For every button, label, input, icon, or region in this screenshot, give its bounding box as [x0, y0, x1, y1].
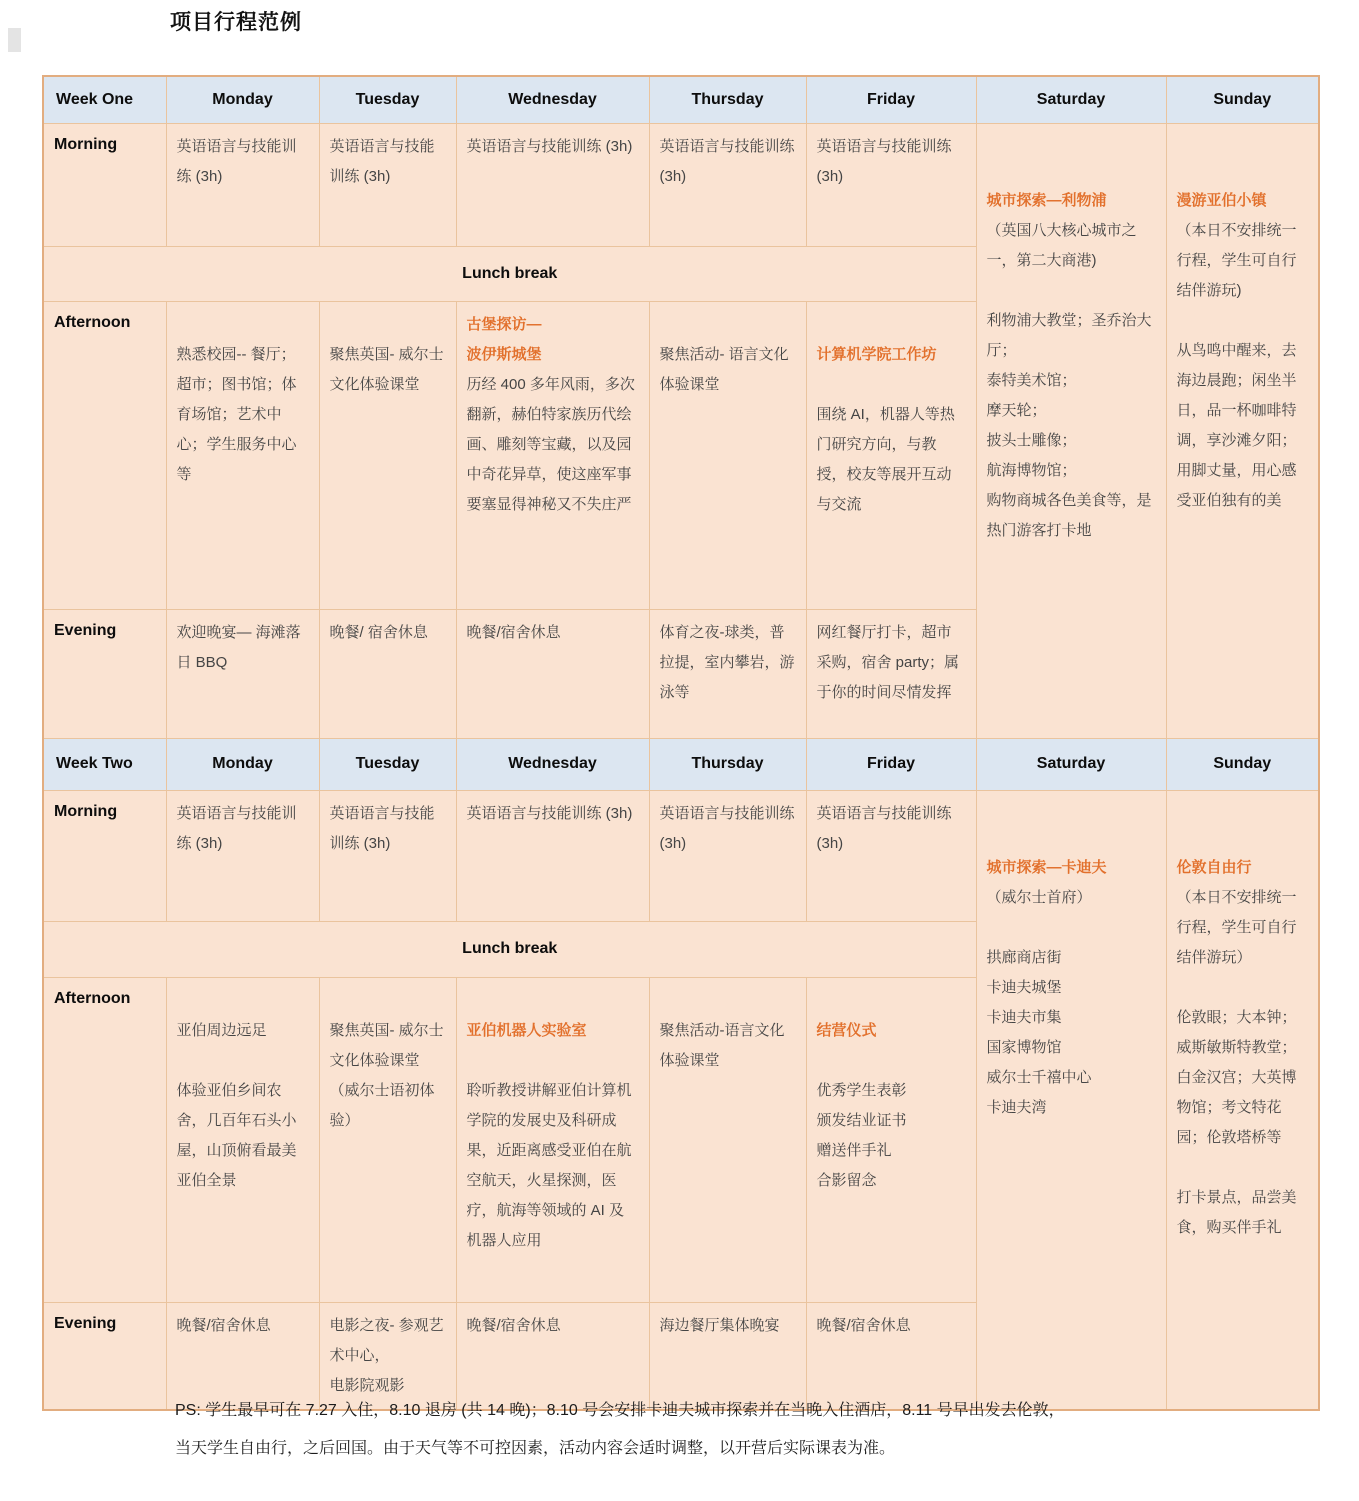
- activity-text: 从鸟鸣中醒来，去海边晨跑；闲坐半日，品一杯咖啡特调，享沙滩夕阳；用脚丈量，用心感受亚伯独有的美: [1176, 341, 1297, 509]
- week2-header-wednesday: Wednesday: [456, 738, 649, 790]
- week1-header-sunday: Sunday: [1166, 76, 1319, 123]
- activity-text: 英语语言与技能训练 (3h): [659, 137, 795, 185]
- page-title: 项目行程范例: [170, 11, 302, 34]
- activity-text: 晚餐/宿舍休息: [466, 623, 561, 641]
- activity-text: [467, 1046, 639, 1076]
- cell-week1-friday-morning: [806, 123, 976, 246]
- activity-text: 晚餐/ 宿舍休息: [329, 623, 428, 641]
- activity-text: 体验亚伯乡间农舍，几百年石头小屋，山顶俯看最美亚伯全景: [176, 1081, 297, 1189]
- activity-text: [987, 913, 1156, 943]
- activity-text: 亚伯周边远足: [176, 1021, 267, 1039]
- cell-week2-thursday-evening: [649, 1302, 806, 1410]
- activity-text: 电影之夜- 参观艺术中心，: [329, 1316, 444, 1364]
- activity-text: 网红餐厅打卡，超市采购，宿舍 party；属于你的时间尽情发挥: [816, 623, 960, 701]
- activity-text: 英语语言与技能训练 (3h): [176, 137, 297, 185]
- activity-text: 披头士雕像；: [986, 431, 1077, 449]
- week1-afternoon-label: Afternoon: [43, 301, 166, 609]
- activity-text: 航海博物馆；: [986, 461, 1077, 479]
- cell-week2-lunch-break: Lunch break: [43, 921, 976, 977]
- activity-text: （本日不安排统一行程，学生可自行结伴游玩）: [1176, 888, 1297, 966]
- activity-text: [330, 986, 446, 1016]
- activity-text: 英语语言与技能训练 (3h): [816, 804, 952, 852]
- cell-week1-tuesday-afternoon: [319, 301, 456, 609]
- activity-text: （英国八大核心城市之一，第二大商港): [986, 221, 1137, 269]
- week2-header-saturday: Saturday: [976, 738, 1166, 790]
- activity-title: 漫游亚伯小镇: [1176, 191, 1267, 209]
- activity-text: [1177, 1153, 1309, 1183]
- scan-artifact: [8, 28, 21, 52]
- week1-morning-row: [43, 123, 1319, 246]
- activity-text: 利物浦大教堂；圣乔治大厅；: [986, 311, 1152, 359]
- activity-text: 聚焦英国- 威尔士文化体验课堂: [329, 345, 444, 393]
- activity-text: 国家博物馆: [986, 1038, 1062, 1056]
- week1-header-friday: Friday: [806, 76, 976, 123]
- activity-title: 古堡探访—: [466, 315, 542, 333]
- activity-text: （本日不安排统一行程，学生可自行结伴游玩): [1176, 221, 1297, 299]
- activity-title: 城市探索—卡迪夫: [986, 858, 1107, 876]
- cell-week2-tuesday-afternoon: [319, 977, 456, 1302]
- activity-text: 购物商城各色美食等，是热门游客打卡地: [986, 491, 1152, 539]
- cell-week1-friday-evening: [806, 609, 976, 738]
- week1-header-saturday: Saturday: [976, 76, 1166, 123]
- cell-week2-monday-morning: [166, 790, 319, 921]
- activity-title: 伦敦自由行: [1176, 858, 1252, 876]
- cell-week1-monday-afternoon: [166, 301, 319, 609]
- footnote: [175, 1396, 1345, 1472]
- cell-week2-wednesday-morning: [456, 790, 649, 921]
- cell-week2-thursday-morning: [649, 790, 806, 921]
- week1-label: Week One: [43, 76, 166, 123]
- week2-morning-row: [43, 790, 1319, 921]
- activity-text: [817, 310, 966, 340]
- activity-text: [1177, 306, 1309, 336]
- activity-text: 体育之夜-球类，普拉提，室内攀岩，游泳等: [659, 623, 795, 701]
- cell-week1-thursday-afternoon: [649, 301, 806, 609]
- activity-text: 摩天轮；: [986, 401, 1047, 419]
- activity-text: 聚焦英国- 威尔士文化体验课堂: [329, 1021, 444, 1069]
- activity-text: [817, 986, 966, 1016]
- activity-text: 泰特美术馆；: [986, 371, 1077, 389]
- activity-text: 拱廊商店街: [986, 948, 1062, 966]
- cell-week1-monday-evening: [166, 609, 319, 738]
- activity-text: 卡迪夫市集: [986, 1008, 1062, 1026]
- activity-text: [817, 1046, 966, 1076]
- activity-text: [987, 276, 1156, 306]
- activity-text: 赠送伴手礼: [816, 1141, 892, 1159]
- week2-header-monday: Monday: [166, 738, 319, 790]
- week1-header-monday: Monday: [166, 76, 319, 123]
- activity-text: 海边餐厅集体晚宴: [659, 1316, 780, 1334]
- activity-text: 英语语言与技能训练 (3h): [816, 137, 952, 185]
- cell-week1-monday-morning: [166, 123, 319, 246]
- cell-week1-wednesday-morning: [456, 123, 649, 246]
- cell-week1-friday-afternoon: [806, 301, 976, 609]
- cell-week1-sunday: [1166, 123, 1319, 738]
- activity-text: 电影院观影: [329, 1376, 405, 1394]
- activity-text: 颁发结业证书: [816, 1111, 907, 1129]
- activity-text: 聚焦活动-语言文化体验课堂: [659, 1021, 785, 1069]
- activity-text: 合影留念: [816, 1171, 877, 1189]
- activity-text: [1177, 973, 1309, 1003]
- activity-title: 城市探索—利物浦: [986, 191, 1107, 209]
- cell-week2-monday-afternoon: [166, 977, 319, 1302]
- activity-text: 聆听教授讲解亚伯计算机学院的发展史及科研成果，近距离感受亚伯在航空航天，火星探测，医疗，航海等领域的 AI 及机器人应用: [466, 1081, 632, 1249]
- activity-text: 英语语言与技能训练 (3h): [329, 804, 435, 852]
- activity-text: [177, 1046, 309, 1076]
- activity-text: 晚餐/宿舍休息: [816, 1316, 911, 1334]
- activity-text: [817, 370, 966, 400]
- activity-text: [467, 986, 639, 1016]
- activity-text: 伦敦眼；大本钟；威斯敏斯特教堂；白金汉宫；大英博物馆；考文特花园；伦敦塔桥等: [1176, 1008, 1297, 1146]
- week1-header-tuesday: Tuesday: [319, 76, 456, 123]
- week2-evening-label: Evening: [43, 1302, 166, 1410]
- cell-week1-thursday-morning: [649, 123, 806, 246]
- cell-week2-friday-evening: [806, 1302, 976, 1410]
- activity-text: [660, 310, 796, 340]
- cell-week2-friday-afternoon: [806, 977, 976, 1302]
- week1-header-wednesday: Wednesday: [456, 76, 649, 123]
- activity-text: [177, 986, 309, 1016]
- activity-text: 英语语言与技能训练 (3h): [466, 804, 633, 822]
- cell-week2-saturday: [976, 790, 1166, 1410]
- activity-text: 聚焦活动- 语言文化体验课堂: [659, 345, 789, 393]
- activity-title: 计算机学院工作坊: [816, 345, 937, 363]
- cell-week1-tuesday-evening: [319, 609, 456, 738]
- activity-text: 晚餐/宿舍休息: [176, 1316, 271, 1334]
- activity-title: 亚伯机器人实验室: [466, 1021, 587, 1039]
- activity-text: 威尔士千禧中心: [986, 1068, 1092, 1086]
- cell-week2-thursday-afternoon: [649, 977, 806, 1302]
- cell-week1-wednesday-afternoon: [456, 301, 649, 609]
- week1-morning-label: Morning: [43, 123, 166, 246]
- cell-week1-tuesday-morning: [319, 123, 456, 246]
- activity-text: 晚餐/宿舍休息: [466, 1316, 561, 1334]
- activity-text: [660, 986, 796, 1016]
- week2-header-tuesday: Tuesday: [319, 738, 456, 790]
- cell-week2-tuesday-morning: [319, 790, 456, 921]
- activity-text: 英语语言与技能训练 (3h): [466, 137, 633, 155]
- activity-text: 英语语言与技能训练 (3h): [329, 137, 435, 185]
- activity-title: 波伊斯城堡: [466, 345, 542, 363]
- activity-text: 优秀学生表彰: [816, 1081, 907, 1099]
- week1-evening-label: Evening: [43, 609, 166, 738]
- activity-text: [177, 310, 309, 340]
- activity-text: 围绕 AI，机器人等热门研究方向，与教授，校友等展开互动与交流: [816, 405, 955, 513]
- activity-text: 英语语言与技能训练 (3h): [659, 804, 795, 852]
- activity-text: 卡迪夫湾: [986, 1098, 1047, 1116]
- cell-week2-friday-morning: [806, 790, 976, 921]
- week2-header-thursday: Thursday: [649, 738, 806, 790]
- cell-week2-monday-evening: [166, 1302, 319, 1410]
- activity-text: （威尔士语初体验）: [329, 1081, 435, 1129]
- activity-text: （威尔士首府）: [986, 888, 1092, 906]
- activity-text: 熟悉校园-- 餐厅；超市；图书馆；体育场馆；艺术中心；学生服务中心等: [176, 345, 297, 483]
- cell-week2-tuesday-evening: [319, 1302, 456, 1410]
- activity-text: 历经 400 多年风雨，多次翻新，赫伯特家族历代绘画、雕刻等宝藏，以及园中奇花异草，使这座军事要塞显得神秘又不失庄严: [466, 375, 635, 513]
- activity-text: 欢迎晚宴— 海滩落日 BBQ: [176, 623, 301, 671]
- cell-week1-lunch-break: Lunch break: [43, 246, 976, 301]
- cell-week2-wednesday-evening: [456, 1302, 649, 1410]
- activity-text: 卡迪夫城堡: [986, 978, 1062, 996]
- cell-week2-sunday: [1166, 790, 1319, 1410]
- activity-text: [330, 310, 446, 340]
- activity-text: 打卡景点，品尝美食，购买伴手礼: [1176, 1188, 1297, 1236]
- week1-header-thursday: Thursday: [649, 76, 806, 123]
- itinerary-table: [42, 75, 1320, 1411]
- week2-header-friday: Friday: [806, 738, 976, 790]
- week1-header-row: [43, 76, 1319, 123]
- week2-header-sunday: Sunday: [1166, 738, 1319, 790]
- cell-week1-wednesday-evening: [456, 609, 649, 738]
- footnote-line-1: PS: 学生最早可在 7.27 入住，8.10 退房 (共 14 晚)；8.10 号会安排卡迪夫城市探索并在当晚入住酒店，8.11 号早出发去伦敦，: [175, 1402, 1065, 1419]
- cell-week1-saturday: [976, 123, 1166, 738]
- week2-header-row: [43, 738, 1319, 790]
- cell-week2-wednesday-afternoon: [456, 977, 649, 1302]
- week2-afternoon-label: Afternoon: [43, 977, 166, 1302]
- week2-label: Week Two: [43, 738, 166, 790]
- activity-title: 结营仪式: [816, 1021, 877, 1039]
- week2-morning-label: Morning: [43, 790, 166, 921]
- footnote-line-2: 当天学生自由行，之后回国。由于天气等不可控因素，活动内容会适时调整，以开营后实际课表为准。: [175, 1440, 896, 1457]
- activity-text: 英语语言与技能训练 (3h): [176, 804, 297, 852]
- cell-week1-thursday-evening: [649, 609, 806, 738]
